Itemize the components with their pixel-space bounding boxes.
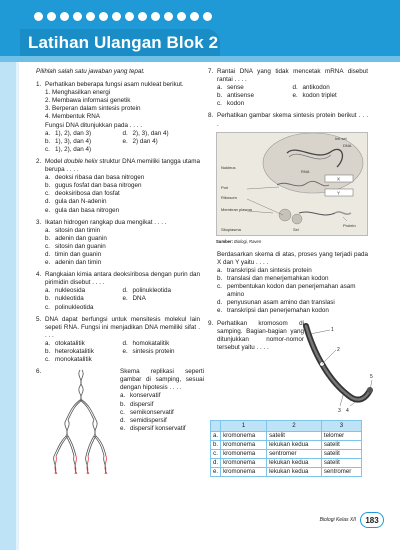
table-row[interactable] [211, 440, 362, 449]
option-text: adenin dan guanin [55, 234, 107, 242]
label-y: Y [337, 190, 341, 196]
option-text: homokatalitik [132, 339, 170, 347]
q9-text-block [208, 320, 304, 352]
table-cell: telomer [321, 431, 361, 440]
table-cell: sentromer [267, 449, 322, 458]
option-letter: c. [45, 303, 50, 311]
option[interactable] [120, 392, 204, 400]
question-text: Perhatikan beberapa fungsi asam nukleat berikut. [45, 81, 184, 89]
option-letter: d. [45, 250, 51, 258]
label-protein: Protein [343, 222, 356, 228]
page-footer [320, 512, 384, 528]
label-membran: Membran plasma [221, 206, 252, 212]
option-text: nukleotida [55, 295, 84, 303]
option-text: antikodon [302, 84, 330, 92]
option-text: kodon [227, 100, 245, 108]
chromosome-label-4: 4 [346, 407, 349, 414]
option[interactable] [45, 130, 123, 138]
option[interactable] [36, 235, 200, 243]
option[interactable] [123, 295, 201, 303]
option[interactable] [36, 198, 200, 206]
option-letter: a. [45, 226, 51, 234]
option[interactable] [217, 92, 293, 100]
option-letter: c. [45, 190, 50, 198]
table-cell: kromonema [221, 467, 267, 476]
option-text: sitosin dan guanin [55, 242, 106, 250]
question-number: 7. [208, 68, 214, 75]
option-letter: b. [45, 295, 51, 303]
question-text-italic: double helix [63, 157, 98, 165]
table-cell: d. [211, 458, 221, 467]
option-letter: c. [120, 408, 125, 416]
option-text: DNA [132, 295, 146, 303]
option-letter: b. [217, 92, 223, 100]
option[interactable] [120, 425, 204, 433]
option-letter: b. [45, 182, 51, 190]
option-letter: b. [45, 234, 51, 242]
option-text: 1), 2), dan 3) [55, 129, 92, 137]
option[interactable] [36, 259, 200, 267]
table-cell: a. [211, 431, 221, 440]
question-text-part: Model [45, 157, 64, 165]
header-dot [112, 12, 121, 21]
option[interactable] [45, 348, 123, 356]
option[interactable] [217, 84, 293, 92]
question-text-part: struktur DNA memiliki tangga utama berupa . . . . [45, 157, 201, 174]
option-letter: e. [122, 137, 128, 145]
table-cell: kromonema [221, 449, 267, 458]
option-text: polinukleotida [55, 303, 94, 311]
option-text: penyusunan asam amino dan translasi [227, 299, 335, 307]
option-text: otokatalitik [55, 339, 85, 347]
label-inti: Inti sel [335, 135, 347, 141]
question-2 [36, 158, 200, 215]
option[interactable] [120, 417, 204, 425]
page-number: 183 [360, 512, 384, 528]
q1-options [36, 130, 200, 154]
question-text: Perhatikan gambar skema sintesis protein berikut . . . . [217, 112, 368, 128]
q1-lead: Fungsi DNA ditunjukkan pada . . . . [45, 121, 142, 129]
option[interactable] [123, 138, 201, 146]
header-dot [47, 12, 56, 21]
option[interactable] [36, 243, 200, 251]
option-text: deoksi ribasa dan basa nitrogen [55, 174, 145, 182]
question-3 [36, 219, 200, 268]
option-text: transkripsi dan penerjemahan kodon [227, 307, 329, 315]
option-text: polinukleotida [132, 287, 172, 295]
table-cell: lekukan kedua [267, 458, 322, 467]
option-letter: b. [45, 348, 51, 355]
table-cell: sentromer [321, 467, 361, 476]
protein-synthesis-figure [216, 132, 368, 236]
option-letter: c. [45, 356, 50, 364]
table-cell: lekukan kedua [267, 467, 322, 476]
option-letter: b. [45, 137, 51, 145]
question-text: Ikatan hidrogen rangkap dua mengikat . . . . [45, 218, 167, 226]
option-letter: b. [120, 400, 126, 408]
option[interactable] [293, 84, 369, 92]
table-cell: kromonema [221, 458, 267, 467]
header-dot [125, 12, 134, 21]
option-text: sintesis protein [132, 348, 175, 355]
table-cell: kromonema [221, 431, 267, 440]
table-cell: satelit [267, 431, 322, 440]
option-letter: e. [292, 92, 298, 100]
option-letter: a. [45, 287, 51, 295]
table-row[interactable] [211, 467, 362, 476]
option-letter: d. [45, 198, 51, 206]
option-text: pembentukan kodon dan penerjemahan asam amino [227, 283, 356, 299]
option-text: gula dan basa nitrogen [55, 206, 120, 214]
option-letter: d. [122, 339, 128, 347]
question-text: Skema replikasi seperti gambar di samping, sesuai dengan hipotesis . . . . [120, 368, 204, 392]
label-x: X [337, 176, 341, 182]
header-dot [203, 12, 212, 21]
q1-item-4: 4. Membentuk RNA [45, 113, 100, 121]
option-letter: e. [45, 206, 51, 214]
question-7 [208, 68, 368, 108]
option-text: nukleosida [55, 287, 86, 295]
instruction: Pilihlah salah satu jawaban yang tepat. [36, 68, 145, 75]
question-number: 5. [36, 315, 42, 323]
option[interactable] [120, 401, 204, 409]
option-text: sense [227, 84, 244, 92]
question-9 [208, 319, 373, 416]
option-letter: a. [45, 339, 51, 347]
header-dot [151, 12, 160, 21]
chromosome-label-1: 1 [331, 326, 334, 333]
table-cell: satelit [321, 440, 361, 449]
option-text: timin dan guanin [55, 250, 102, 258]
label-dna: DNA [343, 142, 352, 148]
option-text: sitosin dan timin [55, 226, 101, 234]
table-cell: c. [211, 449, 221, 458]
option[interactable] [208, 275, 368, 283]
question-number: 4. [36, 271, 42, 279]
q6-text-block [120, 368, 204, 433]
table-header: 3 [321, 420, 361, 431]
option-text: dispersif [130, 400, 154, 408]
label-ribosom: Ribosom [221, 194, 237, 200]
option-text: 2), 3), dan 4) [132, 129, 169, 137]
label-sitoplasma: Sitoplasma [221, 226, 241, 232]
option[interactable] [45, 146, 123, 154]
question-text: Rangkaian kimia antara deoksiribosa dengan purin dan pirimidin disebut . . . . [45, 271, 200, 287]
option-text: heterokatalitik [55, 348, 94, 355]
q1-item-3: 3. Berperan dalam sintesis protein [45, 105, 141, 113]
option[interactable] [208, 307, 368, 315]
left-margin-bar [0, 62, 16, 550]
option[interactable] [208, 299, 368, 307]
chromosome-label-5: 5 [370, 373, 373, 380]
option-text: 2) dan 4) [132, 137, 158, 145]
option[interactable] [45, 287, 123, 295]
option-letter: e. [120, 424, 126, 432]
question-number: 1. [36, 81, 42, 89]
option-letter: c. [217, 100, 222, 108]
page-header [0, 0, 400, 62]
q8-after-text: Berdasarkan skema di atas, proses yang terjadi pada X dan Y yaitu . . . . [217, 250, 368, 266]
option-letter: e. [217, 307, 223, 315]
option-text: deoksiribosa dan fosfat [55, 190, 120, 198]
option[interactable] [208, 267, 368, 275]
figure-caption [208, 238, 368, 246]
header-dot [86, 12, 95, 21]
table-cell: lekukan kedua [267, 440, 322, 449]
q7-options [208, 84, 368, 108]
table-row[interactable] [211, 458, 362, 467]
option[interactable] [45, 295, 123, 303]
option-letter: c. [45, 242, 50, 250]
header-dot [60, 12, 69, 21]
chromosome-label-3: 3 [338, 407, 341, 414]
footer-book-title: Biologi Kelas XII [319, 517, 356, 523]
q1-item-2: 2. Membawa informasi genetik [45, 97, 131, 105]
table-row[interactable] [211, 449, 362, 458]
option-text: dispersif konservatif [130, 424, 186, 432]
protein-synthesis-diagram [217, 133, 368, 236]
option-letter: c. [45, 145, 50, 153]
question-number: 8. [208, 112, 214, 120]
table-cell: b. [211, 440, 221, 449]
option[interactable] [36, 182, 200, 190]
option[interactable] [123, 130, 201, 138]
option[interactable] [36, 207, 200, 215]
option-letter: d. [292, 84, 298, 92]
header-dot [177, 12, 186, 21]
chromosome-label-2: 2 [337, 346, 340, 353]
option-text: adenin dan timin [55, 259, 102, 267]
table-header: 1 [221, 420, 267, 431]
table-header [211, 420, 221, 431]
question-number: 6. [36, 368, 42, 376]
question-text: Rantai DNA yang tidak mencetak mRNA disebut rantai . . . . [217, 68, 368, 84]
option[interactable] [120, 409, 204, 417]
question-8 [208, 112, 368, 315]
option[interactable] [45, 356, 123, 364]
header-dot [164, 12, 173, 21]
table-cell: satelit [321, 458, 361, 467]
label-sel: Sel [293, 226, 299, 232]
header-dot [34, 12, 43, 21]
option[interactable] [45, 304, 123, 312]
question-text: DNA dapat berfungsi untuk mensitesis molekul lain sepeti RNA. Fungsi ini menjadikan DNA memiliki sifat . . . . [45, 315, 200, 339]
question-number: 9. [208, 319, 214, 327]
option[interactable] [293, 92, 369, 100]
header-dots [34, 12, 212, 21]
option-text: gugus fosfat dan basa nitrogen [55, 182, 142, 190]
option-letter: a. [45, 174, 51, 182]
q9-answer-table [210, 420, 362, 478]
table-header: 2 [267, 420, 322, 431]
option-text: monokatalitik [55, 356, 92, 364]
header-band [0, 56, 400, 62]
question-1 [36, 81, 200, 154]
q4-options [36, 287, 200, 311]
option-letter: a. [45, 129, 51, 137]
q1-item-1: 1. Menghasilkan energi [45, 89, 111, 97]
option-letter: a. [217, 266, 223, 274]
option-letter: d. [122, 129, 128, 137]
caption-source: Biologi, Raven [233, 238, 262, 244]
option-text: konservatif [130, 392, 161, 400]
option[interactable] [36, 251, 200, 259]
option-text: transkripsi dan sintesis protein [227, 266, 312, 274]
question-5 [36, 316, 200, 365]
option[interactable] [123, 287, 201, 295]
option-letter: b. [217, 275, 223, 283]
option-letter: a. [217, 84, 223, 92]
table-row[interactable] [211, 431, 362, 440]
question-number: 2. [36, 157, 42, 165]
option-text: 1), 2), dan 4) [55, 145, 92, 153]
question-number: 3. [36, 218, 42, 226]
header-dot [190, 12, 199, 21]
q5-options [36, 340, 200, 364]
option-text: semidispersif [130, 416, 167, 424]
label-rna: RNA [301, 168, 310, 174]
option-letter: d. [217, 299, 223, 307]
question-4 [36, 271, 200, 311]
option-letter: d. [120, 416, 126, 424]
option[interactable] [36, 227, 200, 235]
right-column [208, 68, 373, 477]
option-text: gula dan N-adenin [55, 198, 107, 206]
table-cell: e. [211, 467, 221, 476]
option-text: 1), 3), dan 4) [55, 137, 92, 145]
caption-label: Sumber: [216, 238, 233, 244]
table-cell: satelit [321, 449, 361, 458]
question-text: Perhatikan kromosom di samping. Bagian-bagian yang ditunjukkan nomor-nomor tersebut yaitu . . . . [217, 319, 304, 351]
option-text: kodon triplet [302, 92, 337, 100]
table-cell: kromonema [221, 440, 267, 449]
label-nukleus: Nukleus [221, 164, 236, 170]
option[interactable] [45, 340, 123, 348]
table-header-row [211, 420, 362, 431]
option[interactable] [45, 138, 123, 146]
question-6 [36, 368, 204, 480]
option-letter: e. [122, 348, 128, 355]
header-dot [73, 12, 82, 21]
label-pori: Pori [221, 184, 229, 190]
left-column [36, 68, 204, 484]
chromosome-figure [300, 320, 376, 414]
header-dot [138, 12, 147, 21]
dna-replication-figure [46, 368, 114, 478]
option-letter: e. [122, 295, 128, 303]
option[interactable] [123, 340, 201, 348]
option-letter: c. [217, 283, 222, 291]
option[interactable] [36, 174, 200, 182]
page-title: Latihan Ulangan Blok 2 [28, 33, 219, 52]
option-text: semikonservatif [130, 408, 174, 416]
option-letter: d. [122, 287, 128, 295]
option[interactable] [36, 190, 200, 198]
question-text [45, 158, 200, 174]
option-text: translasi dan menerjemahkan kodon [227, 275, 329, 283]
option[interactable] [208, 283, 368, 299]
option-text: antisense [227, 92, 254, 100]
header-dot [99, 12, 108, 21]
option-letter: a. [120, 392, 126, 400]
option-letter: e. [45, 259, 51, 267]
option[interactable] [217, 100, 293, 108]
left-margin-stripe [16, 62, 19, 550]
option[interactable] [123, 348, 201, 356]
